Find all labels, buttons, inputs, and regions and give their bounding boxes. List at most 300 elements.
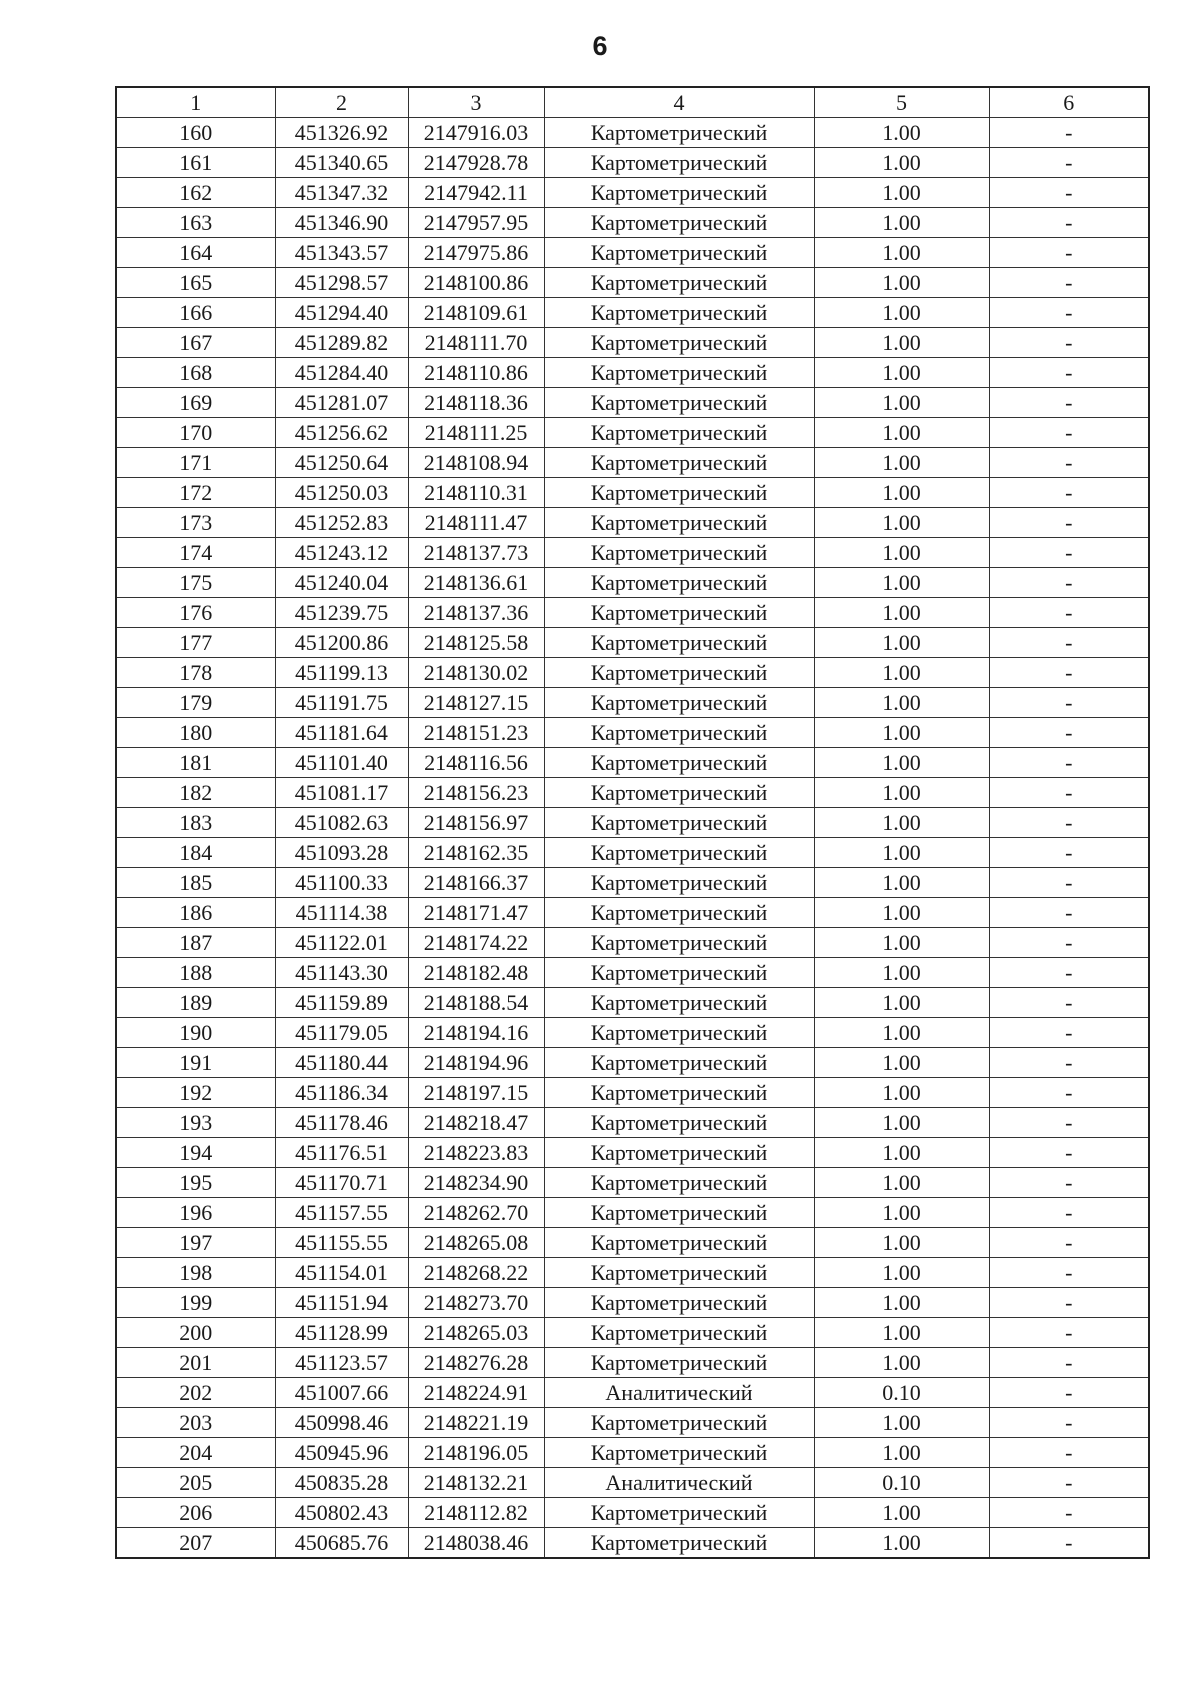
y-coordinate-cell: 2148265.08	[408, 1228, 544, 1258]
y-coordinate-cell: 2148112.82	[408, 1498, 544, 1528]
y-coordinate-cell: 2148109.61	[408, 298, 544, 328]
method-cell: Картометрический	[544, 208, 814, 238]
x-coordinate-cell: 451281.07	[275, 388, 408, 418]
method-cell: Картометрический	[544, 718, 814, 748]
note-cell: -	[989, 1348, 1149, 1378]
point-number-cell: 163	[116, 208, 275, 238]
point-number-cell: 194	[116, 1138, 275, 1168]
point-number-cell: 166	[116, 298, 275, 328]
column-header-6: 6	[989, 87, 1149, 118]
x-coordinate-cell: 451250.64	[275, 448, 408, 478]
method-cell: Картометрический	[544, 388, 814, 418]
x-coordinate-cell: 451239.75	[275, 598, 408, 628]
table-row	[116, 928, 1149, 958]
method-cell: Картометрический	[544, 238, 814, 268]
accuracy-cell: 1.00	[814, 658, 989, 688]
y-coordinate-cell: 2148100.86	[408, 268, 544, 298]
table-row	[116, 688, 1149, 718]
accuracy-cell: 0.10	[814, 1468, 989, 1498]
point-number-cell: 189	[116, 988, 275, 1018]
x-coordinate-cell: 451340.65	[275, 148, 408, 178]
note-cell: -	[989, 748, 1149, 778]
y-coordinate-cell: 2148162.35	[408, 838, 544, 868]
point-number-cell: 173	[116, 508, 275, 538]
note-cell: -	[989, 1048, 1149, 1078]
point-number-cell: 176	[116, 598, 275, 628]
note-cell: -	[989, 1318, 1149, 1348]
point-number-cell: 162	[116, 178, 275, 208]
y-coordinate-cell: 2148156.23	[408, 778, 544, 808]
coordinates-table	[115, 86, 1150, 1559]
table-row	[116, 178, 1149, 208]
y-coordinate-cell: 2148038.46	[408, 1528, 544, 1559]
table-row	[116, 988, 1149, 1018]
accuracy-cell: 1.00	[814, 208, 989, 238]
point-number-cell: 198	[116, 1258, 275, 1288]
point-number-cell: 190	[116, 1018, 275, 1048]
point-number-cell: 205	[116, 1468, 275, 1498]
accuracy-cell: 1.00	[814, 1108, 989, 1138]
x-coordinate-cell: 451298.57	[275, 268, 408, 298]
table-row	[116, 658, 1149, 688]
y-coordinate-cell: 2148111.47	[408, 508, 544, 538]
x-coordinate-cell: 450685.76	[275, 1528, 408, 1559]
point-number-cell: 181	[116, 748, 275, 778]
accuracy-cell: 1.00	[814, 508, 989, 538]
point-number-cell: 204	[116, 1438, 275, 1468]
table-row	[116, 328, 1149, 358]
y-coordinate-cell: 2148151.23	[408, 718, 544, 748]
method-cell: Картометрический	[544, 958, 814, 988]
column-header-4: 4	[544, 87, 814, 118]
method-cell: Картометрический	[544, 1228, 814, 1258]
y-coordinate-cell: 2148182.48	[408, 958, 544, 988]
x-coordinate-cell: 451343.57	[275, 238, 408, 268]
accuracy-cell: 1.00	[814, 1498, 989, 1528]
note-cell: -	[989, 1168, 1149, 1198]
y-coordinate-cell: 2148111.70	[408, 328, 544, 358]
column-header-1: 1	[116, 87, 275, 118]
accuracy-cell: 1.00	[814, 388, 989, 418]
accuracy-cell: 1.00	[814, 238, 989, 268]
accuracy-cell: 1.00	[814, 688, 989, 718]
accuracy-cell: 1.00	[814, 1288, 989, 1318]
point-number-cell: 177	[116, 628, 275, 658]
point-number-cell: 165	[116, 268, 275, 298]
method-cell: Картометрический	[544, 268, 814, 298]
y-coordinate-cell: 2148197.15	[408, 1078, 544, 1108]
y-coordinate-cell: 2148265.03	[408, 1318, 544, 1348]
note-cell: -	[989, 1528, 1149, 1559]
method-cell: Картометрический	[544, 1018, 814, 1048]
note-cell: -	[989, 118, 1149, 148]
y-coordinate-cell: 2148223.83	[408, 1138, 544, 1168]
x-coordinate-cell: 451082.63	[275, 808, 408, 838]
table-row	[116, 1228, 1149, 1258]
note-cell: -	[989, 358, 1149, 388]
note-cell: -	[989, 238, 1149, 268]
note-cell: -	[989, 868, 1149, 898]
y-coordinate-cell: 2148118.36	[408, 388, 544, 418]
table-row	[116, 208, 1149, 238]
method-cell: Картометрический	[544, 118, 814, 148]
method-cell: Картометрический	[544, 568, 814, 598]
table-row	[116, 1408, 1149, 1438]
x-coordinate-cell: 451294.40	[275, 298, 408, 328]
accuracy-cell: 1.00	[814, 1408, 989, 1438]
table-row	[116, 358, 1149, 388]
accuracy-cell: 1.00	[814, 478, 989, 508]
x-coordinate-cell: 451181.64	[275, 718, 408, 748]
table-row	[116, 958, 1149, 988]
method-cell: Картометрический	[544, 988, 814, 1018]
table-row	[116, 628, 1149, 658]
x-coordinate-cell: 451199.13	[275, 658, 408, 688]
note-cell: -	[989, 1078, 1149, 1108]
x-coordinate-cell: 451143.30	[275, 958, 408, 988]
x-coordinate-cell: 451180.44	[275, 1048, 408, 1078]
x-coordinate-cell: 451347.32	[275, 178, 408, 208]
method-cell: Картометрический	[544, 928, 814, 958]
accuracy-cell: 1.00	[814, 868, 989, 898]
point-number-cell: 180	[116, 718, 275, 748]
table-row	[116, 508, 1149, 538]
point-number-cell: 188	[116, 958, 275, 988]
y-coordinate-cell: 2147916.03	[408, 118, 544, 148]
x-coordinate-cell: 451157.55	[275, 1198, 408, 1228]
note-cell: -	[989, 538, 1149, 568]
point-number-cell: 178	[116, 658, 275, 688]
accuracy-cell: 1.00	[814, 358, 989, 388]
method-cell: Аналитический	[544, 1468, 814, 1498]
y-coordinate-cell: 2148130.02	[408, 658, 544, 688]
table-row	[116, 1078, 1149, 1108]
table-row	[116, 568, 1149, 598]
page-number: 6	[592, 31, 608, 61]
table-row	[116, 748, 1149, 778]
point-number-cell: 191	[116, 1048, 275, 1078]
point-number-cell: 186	[116, 898, 275, 928]
x-coordinate-cell: 451155.55	[275, 1228, 408, 1258]
point-number-cell: 184	[116, 838, 275, 868]
x-coordinate-cell: 451200.86	[275, 628, 408, 658]
y-coordinate-cell: 2148268.22	[408, 1258, 544, 1288]
note-cell: -	[989, 568, 1149, 598]
note-cell: -	[989, 178, 1149, 208]
method-cell: Картометрический	[544, 478, 814, 508]
x-coordinate-cell: 451243.12	[275, 538, 408, 568]
x-coordinate-cell: 451093.28	[275, 838, 408, 868]
x-coordinate-cell: 451159.89	[275, 988, 408, 1018]
note-cell: -	[989, 1198, 1149, 1228]
note-cell: -	[989, 268, 1149, 298]
method-cell: Картометрический	[544, 298, 814, 328]
note-cell: -	[989, 1408, 1149, 1438]
accuracy-cell: 1.00	[814, 268, 989, 298]
accuracy-cell: 1.00	[814, 538, 989, 568]
method-cell: Картометрический	[544, 868, 814, 898]
method-cell: Картометрический	[544, 778, 814, 808]
note-cell: -	[989, 328, 1149, 358]
accuracy-cell: 1.00	[814, 778, 989, 808]
y-coordinate-cell: 2148136.61	[408, 568, 544, 598]
point-number-cell: 174	[116, 538, 275, 568]
x-coordinate-cell: 451256.62	[275, 418, 408, 448]
accuracy-cell: 1.00	[814, 718, 989, 748]
y-coordinate-cell: 2148273.70	[408, 1288, 544, 1318]
accuracy-cell: 1.00	[814, 148, 989, 178]
point-number-cell: 197	[116, 1228, 275, 1258]
table-row	[116, 808, 1149, 838]
method-cell: Картометрический	[544, 1108, 814, 1138]
x-coordinate-cell: 451081.17	[275, 778, 408, 808]
x-coordinate-cell: 451289.82	[275, 328, 408, 358]
x-coordinate-cell: 451250.03	[275, 478, 408, 508]
table-row	[116, 1288, 1149, 1318]
y-coordinate-cell: 2148234.90	[408, 1168, 544, 1198]
accuracy-cell: 1.00	[814, 1348, 989, 1378]
y-coordinate-cell: 2148224.91	[408, 1378, 544, 1408]
table-row	[116, 718, 1149, 748]
accuracy-cell: 1.00	[814, 178, 989, 208]
point-number-cell: 202	[116, 1378, 275, 1408]
accuracy-cell: 1.00	[814, 808, 989, 838]
y-coordinate-cell: 2147957.95	[408, 208, 544, 238]
point-number-cell: 187	[116, 928, 275, 958]
y-coordinate-cell: 2147975.86	[408, 238, 544, 268]
x-coordinate-cell: 451128.99	[275, 1318, 408, 1348]
x-coordinate-cell: 451007.66	[275, 1378, 408, 1408]
note-cell: -	[989, 988, 1149, 1018]
y-coordinate-cell: 2148218.47	[408, 1108, 544, 1138]
point-number-cell: 206	[116, 1498, 275, 1528]
x-coordinate-cell: 451326.92	[275, 118, 408, 148]
table-row	[116, 1378, 1149, 1408]
table-row	[116, 778, 1149, 808]
note-cell: -	[989, 1258, 1149, 1288]
method-cell: Картометрический	[544, 1138, 814, 1168]
x-coordinate-cell: 451101.40	[275, 748, 408, 778]
accuracy-cell: 1.00	[814, 1528, 989, 1559]
y-coordinate-cell: 2148116.56	[408, 748, 544, 778]
y-coordinate-cell: 2148196.05	[408, 1438, 544, 1468]
point-number-cell: 200	[116, 1318, 275, 1348]
method-cell: Картометрический	[544, 1048, 814, 1078]
table-row	[116, 1258, 1149, 1288]
method-cell: Картометрический	[544, 1078, 814, 1108]
table-row	[116, 1108, 1149, 1138]
note-cell: -	[989, 778, 1149, 808]
x-coordinate-cell: 450802.43	[275, 1498, 408, 1528]
method-cell: Картометрический	[544, 1168, 814, 1198]
x-coordinate-cell: 451252.83	[275, 508, 408, 538]
x-coordinate-cell: 451123.57	[275, 1348, 408, 1378]
accuracy-cell: 1.00	[814, 118, 989, 148]
method-cell: Картометрический	[544, 838, 814, 868]
table-row	[116, 1528, 1149, 1559]
method-cell: Картометрический	[544, 748, 814, 778]
accuracy-cell: 1.00	[814, 1438, 989, 1468]
point-number-cell: 175	[116, 568, 275, 598]
note-cell: -	[989, 298, 1149, 328]
note-cell: -	[989, 1228, 1149, 1258]
table-row	[116, 478, 1149, 508]
table-row	[116, 1018, 1149, 1048]
accuracy-cell: 1.00	[814, 958, 989, 988]
point-number-cell: 182	[116, 778, 275, 808]
accuracy-cell: 1.00	[814, 1138, 989, 1168]
table-row	[116, 148, 1149, 178]
x-coordinate-cell: 451100.33	[275, 868, 408, 898]
y-coordinate-cell: 2148125.58	[408, 628, 544, 658]
method-cell: Картометрический	[544, 1498, 814, 1528]
note-cell: -	[989, 1108, 1149, 1138]
table-row	[116, 298, 1149, 328]
y-coordinate-cell: 2148127.15	[408, 688, 544, 718]
y-coordinate-cell: 2148174.22	[408, 928, 544, 958]
x-coordinate-cell: 451122.01	[275, 928, 408, 958]
point-number-cell: 167	[116, 328, 275, 358]
x-coordinate-cell: 451284.40	[275, 358, 408, 388]
method-cell: Картометрический	[544, 538, 814, 568]
note-cell: -	[989, 808, 1149, 838]
accuracy-cell: 1.00	[814, 1048, 989, 1078]
method-cell: Картометрический	[544, 448, 814, 478]
table-row	[116, 1138, 1149, 1168]
method-cell: Картометрический	[544, 508, 814, 538]
accuracy-cell: 1.00	[814, 748, 989, 778]
accuracy-cell: 1.00	[814, 628, 989, 658]
method-cell: Картометрический	[544, 148, 814, 178]
method-cell: Картометрический	[544, 688, 814, 718]
accuracy-cell: 1.00	[814, 928, 989, 958]
method-cell: Картометрический	[544, 1348, 814, 1378]
y-coordinate-cell: 2148137.73	[408, 538, 544, 568]
table-row	[116, 238, 1149, 268]
note-cell: -	[989, 898, 1149, 928]
column-header-5: 5	[814, 87, 989, 118]
point-number-cell: 170	[116, 418, 275, 448]
x-coordinate-cell: 451170.71	[275, 1168, 408, 1198]
point-number-cell: 199	[116, 1288, 275, 1318]
accuracy-cell: 1.00	[814, 598, 989, 628]
table-row	[116, 598, 1149, 628]
y-coordinate-cell: 2148194.96	[408, 1048, 544, 1078]
table-row	[116, 388, 1149, 418]
accuracy-cell: 1.00	[814, 418, 989, 448]
method-cell: Картометрический	[544, 328, 814, 358]
table-row	[116, 1468, 1149, 1498]
point-number-cell: 185	[116, 868, 275, 898]
x-coordinate-cell: 451346.90	[275, 208, 408, 238]
table-row	[116, 448, 1149, 478]
point-number-cell: 160	[116, 118, 275, 148]
note-cell: -	[989, 1018, 1149, 1048]
method-cell: Картометрический	[544, 1198, 814, 1228]
point-number-cell: 196	[116, 1198, 275, 1228]
note-cell: -	[989, 688, 1149, 718]
x-coordinate-cell: 451154.01	[275, 1258, 408, 1288]
accuracy-cell: 1.00	[814, 898, 989, 928]
method-cell: Аналитический	[544, 1378, 814, 1408]
x-coordinate-cell: 451191.75	[275, 688, 408, 718]
x-coordinate-cell: 451176.51	[275, 1138, 408, 1168]
y-coordinate-cell: 2148276.28	[408, 1348, 544, 1378]
accuracy-cell: 1.00	[814, 1318, 989, 1348]
y-coordinate-cell: 2148156.97	[408, 808, 544, 838]
note-cell: -	[989, 628, 1149, 658]
accuracy-cell: 1.00	[814, 568, 989, 598]
x-coordinate-cell: 450945.96	[275, 1438, 408, 1468]
point-number-cell: 201	[116, 1348, 275, 1378]
table-header-row	[116, 87, 1149, 118]
method-cell: Картометрический	[544, 178, 814, 208]
column-header-3: 3	[408, 87, 544, 118]
x-coordinate-cell: 451240.04	[275, 568, 408, 598]
note-cell: -	[989, 658, 1149, 688]
table-row	[116, 898, 1149, 928]
method-cell: Картометрический	[544, 598, 814, 628]
note-cell: -	[989, 1378, 1149, 1408]
table-row	[116, 1438, 1149, 1468]
point-number-cell: 161	[116, 148, 275, 178]
note-cell: -	[989, 928, 1149, 958]
method-cell: Картометрический	[544, 1258, 814, 1288]
table-row	[116, 268, 1149, 298]
table-row	[116, 1348, 1149, 1378]
method-cell: Картометрический	[544, 1288, 814, 1318]
y-coordinate-cell: 2148110.31	[408, 478, 544, 508]
accuracy-cell: 1.00	[814, 988, 989, 1018]
column-header-2: 2	[275, 87, 408, 118]
y-coordinate-cell: 2148221.19	[408, 1408, 544, 1438]
point-number-cell: 169	[116, 388, 275, 418]
point-number-cell: 179	[116, 688, 275, 718]
table-row	[116, 1318, 1149, 1348]
accuracy-cell: 1.00	[814, 298, 989, 328]
point-number-cell: 195	[116, 1168, 275, 1198]
accuracy-cell: 1.00	[814, 328, 989, 358]
table-row	[116, 1498, 1149, 1528]
point-number-cell: 171	[116, 448, 275, 478]
table-body	[116, 118, 1149, 1559]
method-cell: Картометрический	[544, 1528, 814, 1559]
note-cell: -	[989, 388, 1149, 418]
accuracy-cell: 1.00	[814, 1078, 989, 1108]
y-coordinate-cell: 2147942.11	[408, 178, 544, 208]
point-number-cell: 172	[116, 478, 275, 508]
x-coordinate-cell: 450998.46	[275, 1408, 408, 1438]
note-cell: -	[989, 418, 1149, 448]
note-cell: -	[989, 718, 1149, 748]
x-coordinate-cell: 450835.28	[275, 1468, 408, 1498]
table-row	[116, 118, 1149, 148]
y-coordinate-cell: 2148132.21	[408, 1468, 544, 1498]
point-number-cell: 183	[116, 808, 275, 838]
note-cell: -	[989, 148, 1149, 178]
method-cell: Картометрический	[544, 1408, 814, 1438]
note-cell: -	[989, 1288, 1149, 1318]
note-cell: -	[989, 208, 1149, 238]
y-coordinate-cell: 2148110.86	[408, 358, 544, 388]
point-number-cell: 207	[116, 1528, 275, 1559]
method-cell: Картометрический	[544, 898, 814, 928]
y-coordinate-cell: 2148111.25	[408, 418, 544, 448]
table-row	[116, 1198, 1149, 1228]
y-coordinate-cell: 2148171.47	[408, 898, 544, 928]
accuracy-cell: 1.00	[814, 448, 989, 478]
table-row	[116, 1048, 1149, 1078]
